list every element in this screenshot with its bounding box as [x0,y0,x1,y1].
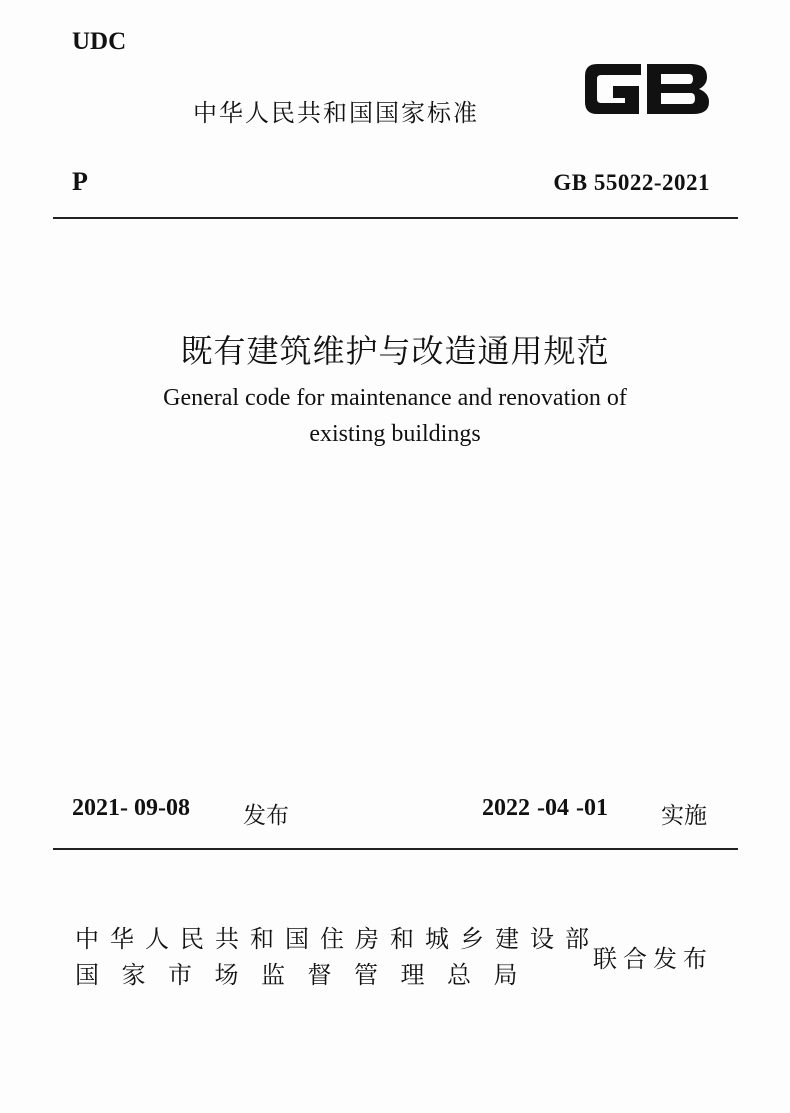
issuer-samr: 国家市场监督管理总局 [75,961,540,989]
issue-label: 发布 [243,803,289,829]
implementation-date: 2022 -04 -01 [482,795,608,821]
issue-date: 2021- 09-08 [72,795,190,821]
gb-logo [583,58,713,120]
top-divider [53,217,738,219]
category-code: P [72,167,88,196]
gb-logo-g [585,64,641,114]
implementation-label: 实施 [661,803,707,829]
joint-issue-label: 联合发布 [593,945,713,973]
national-standard-label: 中华人民共和国国家标准 [193,99,479,127]
udc-label: UDC [72,28,127,55]
issuer-ministry: 中华人民共和国住房和城乡建设部 [75,925,600,953]
title-chinese: 既有建筑维护与改造通用规范 [180,333,610,369]
bottom-divider [53,848,738,850]
gb-logo-b [647,64,709,114]
title-english-line1: General code for maintenance and renovation of [163,385,627,411]
title-english-line2: existing buildings [309,421,481,447]
standard-number: GB 55022-2021 [553,170,710,195]
